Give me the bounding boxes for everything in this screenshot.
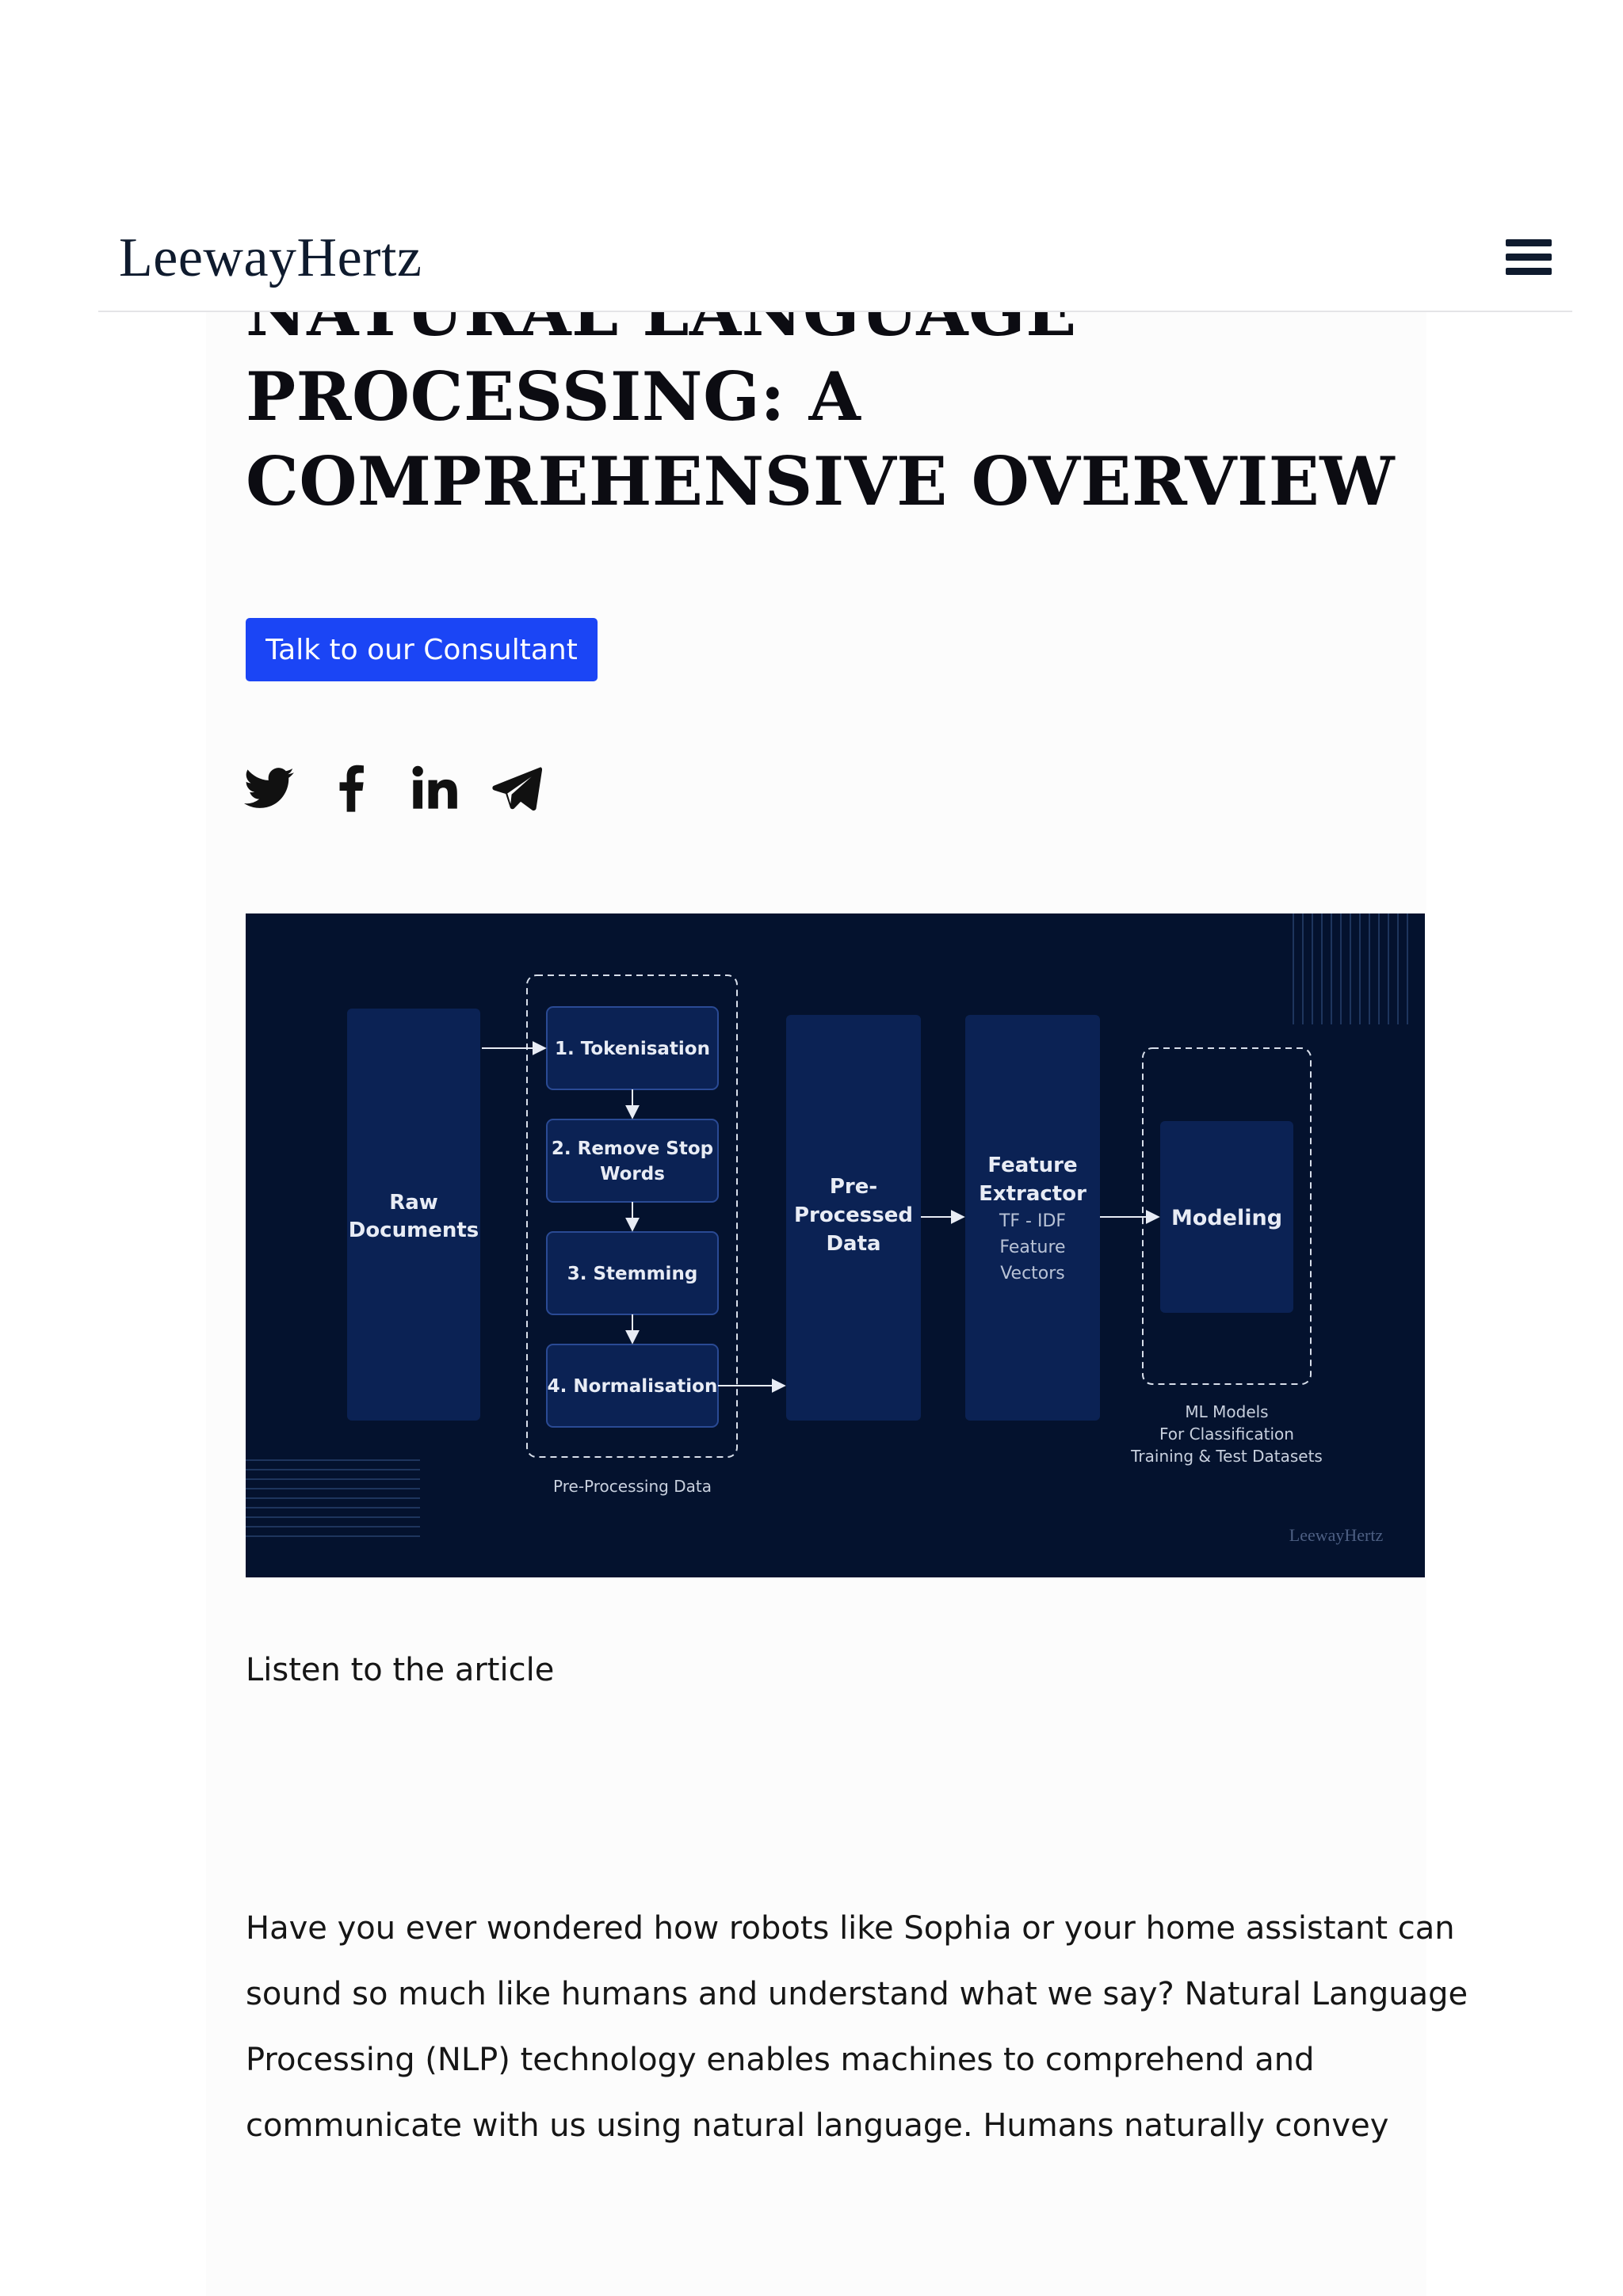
- intro-line: Have you ever wondered how robots like Sophia or your home assistant can: [246, 1910, 1455, 1947]
- step-label: 2. Remove Stop: [551, 1138, 714, 1159]
- preprocessed-label: Data: [826, 1232, 881, 1256]
- raw-documents-label: Documents: [348, 1219, 479, 1242]
- preprocessed-label: Processed: [794, 1203, 913, 1227]
- listen-to-article-label: Listen to the article: [246, 1652, 555, 1688]
- feature-extractor-subtitle: Vectors: [1000, 1264, 1065, 1283]
- modeling-label: Modeling: [1170, 1206, 1283, 1230]
- raw-documents-box: [347, 1009, 480, 1421]
- raw-documents-label: Raw: [389, 1191, 438, 1215]
- twitter-icon[interactable]: [244, 762, 295, 813]
- feature-extractor-subtitle: TF - IDF: [999, 1211, 1067, 1231]
- model-caption: ML Models: [1185, 1402, 1269, 1421]
- intro-line: communicate with us using natural language. Humans naturally convey: [246, 2107, 1389, 2144]
- talk-to-consultant-button[interactable]: Talk to our Consultant: [246, 618, 598, 681]
- telegram-icon[interactable]: [491, 762, 542, 813]
- intro-line: Processing (NLP) technology enables machines to comprehend and: [246, 2042, 1315, 2078]
- hamburger-menu-icon[interactable]: [1506, 239, 1552, 276]
- article-intro: [246, 1896, 1468, 2159]
- model-caption: For Classification: [1159, 1425, 1294, 1444]
- step-label: 3. Stemming: [567, 1264, 698, 1284]
- feature-extractor-title: Extractor: [979, 1182, 1086, 1206]
- site-header: [98, 208, 1572, 312]
- step-label: Words: [600, 1164, 665, 1184]
- step-box: [547, 1119, 718, 1202]
- step-label: 4. Normalisation: [547, 1376, 718, 1397]
- preprocessed-label: Pre-: [829, 1175, 878, 1199]
- decorative-stripes-bottom-left: [246, 1460, 420, 1536]
- feature-extractor-title: Feature: [987, 1154, 1078, 1177]
- linkedin-icon[interactable]: [409, 762, 460, 813]
- model-caption: Training & Test Datasets: [1131, 1447, 1323, 1466]
- pipeline-diagram: [246, 913, 1425, 1577]
- figure-watermark: LeewayHertz: [1289, 1525, 1384, 1545]
- title-line: COMPREHENSIVE OVERVIEW: [246, 442, 1396, 521]
- title-line: PROCESSING: A: [246, 357, 861, 436]
- logo[interactable]: LeewayHertz: [119, 227, 422, 288]
- facebook-icon[interactable]: [327, 762, 377, 813]
- feature-extractor-subtitle: Feature: [999, 1238, 1066, 1257]
- preprocessing-caption: Pre-Processing Data: [553, 1477, 712, 1496]
- decorative-stripes-top-right: [1293, 913, 1407, 1024]
- intro-line: sound so much like humans and understand what we say? Natural Language: [246, 1976, 1468, 2012]
- step-label: 1. Tokenisation: [555, 1039, 710, 1059]
- nlp-pipeline-figure: [246, 913, 1425, 1577]
